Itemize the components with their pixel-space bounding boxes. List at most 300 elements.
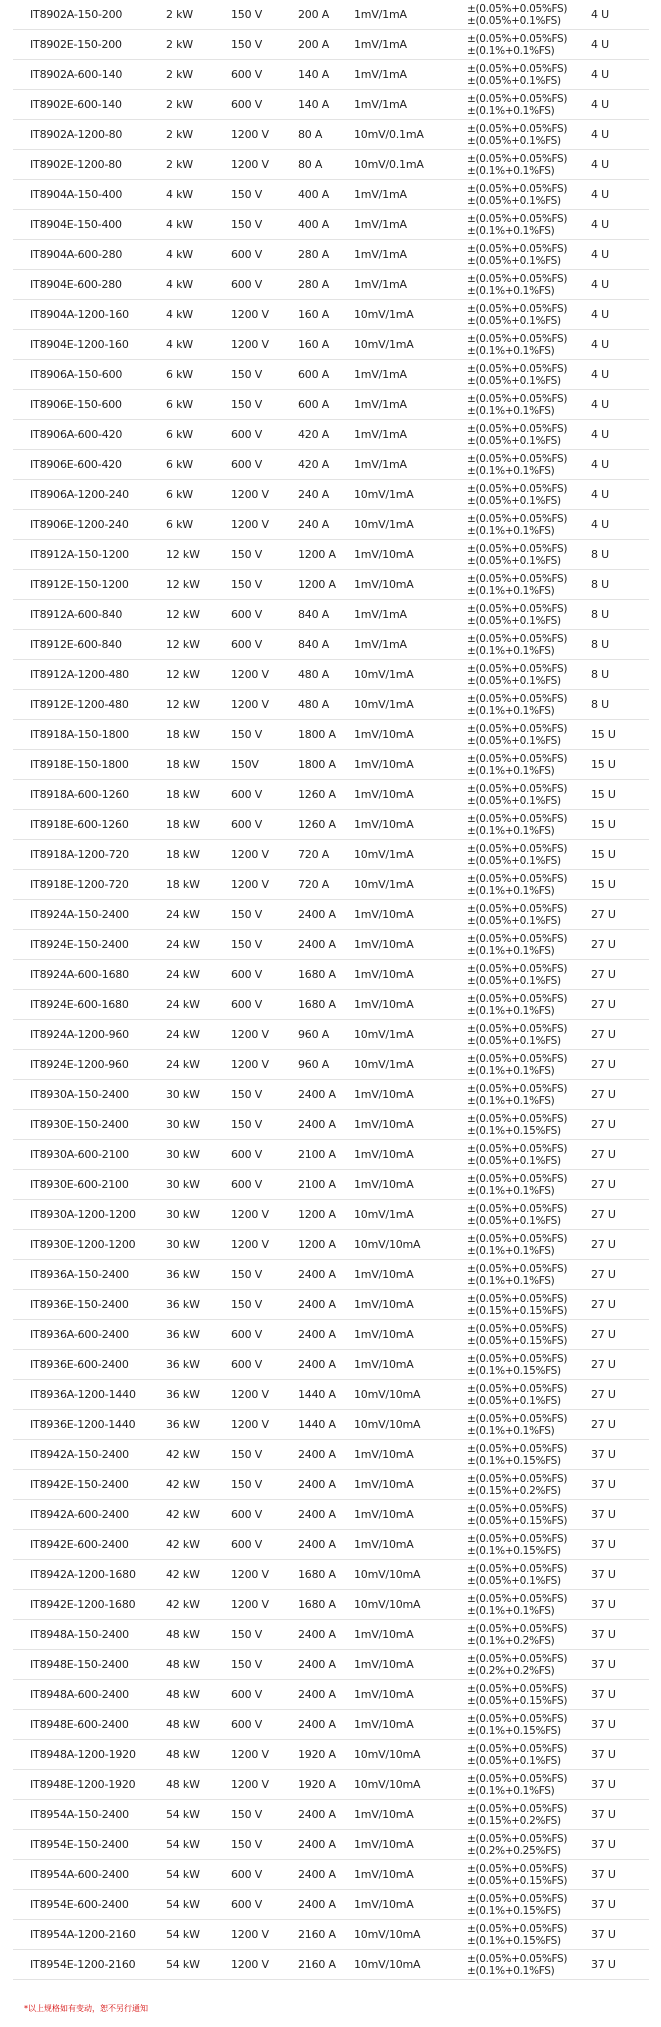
table-row <box>13 600 649 630</box>
model-cell: IT8918A-1200-720 <box>30 848 129 861</box>
current-cell: 1200 A <box>298 548 336 561</box>
voltage-cell: 150 V <box>231 548 263 561</box>
power-cell: 6 kW <box>166 398 193 411</box>
accuracy-line-2: ±(0.1%+0.1%FS) <box>467 945 555 957</box>
resolution-cell: 1mV/10mA <box>354 1178 414 1191</box>
resolution-cell: 10mV/0.1mA <box>354 128 424 141</box>
size-cell: 27 U <box>591 1418 616 1431</box>
accuracy-line-2: ±(0.1%+0.1%FS) <box>467 465 555 477</box>
accuracy-cell <box>467 243 567 272</box>
accuracy-line-1: ±(0.05%+0.05%FS) <box>467 303 568 315</box>
model-cell: IT8902A-150-200 <box>30 8 123 21</box>
table-row <box>13 390 649 420</box>
accuracy-line-2: ±(0.05%+0.1%FS) <box>467 735 561 747</box>
accuracy-cell <box>467 1593 567 1622</box>
size-cell: 37 U <box>591 1928 616 1941</box>
accuracy-line-2: ±(0.1%+0.1%FS) <box>467 225 555 237</box>
power-cell: 18 kW <box>166 728 200 741</box>
voltage-cell: 600 V <box>231 458 263 471</box>
model-cell: IT8906E-150-600 <box>30 398 122 411</box>
current-cell: 2400 A <box>298 1088 336 1101</box>
table-row <box>13 1410 649 1440</box>
table-row <box>13 1260 649 1290</box>
accuracy-line-2: ±(0.05%+0.1%FS) <box>467 855 561 867</box>
accuracy-line-2: ±(0.1%+0.1%FS) <box>467 1245 555 1257</box>
accuracy-line-1: ±(0.05%+0.05%FS) <box>467 903 568 915</box>
size-cell: 4 U <box>591 128 609 141</box>
size-cell: 27 U <box>591 1058 616 1071</box>
size-cell: 37 U <box>591 1778 616 1791</box>
accuracy-cell <box>467 1023 567 1052</box>
table-row <box>13 1350 649 1380</box>
accuracy-line-1: ±(0.05%+0.05%FS) <box>467 1443 568 1455</box>
voltage-cell: 600 V <box>231 1148 263 1161</box>
accuracy-line-1: ±(0.05%+0.05%FS) <box>467 1203 568 1215</box>
resolution-cell: 10mV/1mA <box>354 488 414 501</box>
resolution-cell: 1mV/10mA <box>354 728 414 741</box>
accuracy-line-2: ±(0.1%+0.1%FS) <box>467 885 555 897</box>
voltage-cell: 1200 V <box>231 1388 269 1401</box>
power-cell: 12 kW <box>166 698 200 711</box>
table-row <box>13 1620 649 1650</box>
size-cell: 37 U <box>591 1658 616 1671</box>
accuracy-line-1: ±(0.05%+0.05%FS) <box>467 1563 568 1575</box>
accuracy-line-2: ±(0.05%+0.15%FS) <box>467 1335 568 1347</box>
size-cell: 37 U <box>591 1628 616 1641</box>
accuracy-line-1: ±(0.05%+0.05%FS) <box>467 693 568 705</box>
size-cell: 37 U <box>591 1568 616 1581</box>
table-row <box>13 180 649 210</box>
power-cell: 12 kW <box>166 608 200 621</box>
accuracy-cell <box>467 1053 567 1082</box>
accuracy-line-2: ±(0.1%+0.15%FS) <box>467 1125 561 1137</box>
table-row <box>13 1740 649 1770</box>
current-cell: 420 A <box>298 458 330 471</box>
power-cell: 30 kW <box>166 1208 200 1221</box>
voltage-cell: 150 V <box>231 1628 263 1641</box>
size-cell: 4 U <box>591 518 609 531</box>
accuracy-line-2: ±(0.1%+0.1%FS) <box>467 1065 555 1077</box>
table-row <box>13 510 649 540</box>
accuracy-line-1: ±(0.05%+0.05%FS) <box>467 1923 568 1935</box>
size-cell: 37 U <box>591 1748 616 1761</box>
table-row <box>13 930 649 960</box>
resolution-cell: 1mV/10mA <box>354 1118 414 1131</box>
accuracy-cell <box>467 873 567 902</box>
current-cell: 80 A <box>298 128 323 141</box>
accuracy-line-2: ±(0.1%+0.1%FS) <box>467 285 555 297</box>
power-cell: 30 kW <box>166 1238 200 1251</box>
model-cell: IT8904A-150-400 <box>30 188 123 201</box>
accuracy-line-2: ±(0.1%+0.1%FS) <box>467 1425 555 1437</box>
accuracy-cell <box>467 1563 567 1592</box>
table-row <box>13 450 649 480</box>
table-row <box>13 1140 649 1170</box>
voltage-cell: 600 V <box>231 1508 263 1521</box>
size-cell: 27 U <box>591 1298 616 1311</box>
accuracy-line-1: ±(0.05%+0.05%FS) <box>467 573 568 585</box>
current-cell: 400 A <box>298 188 330 201</box>
resolution-cell: 1mV/1mA <box>354 8 407 21</box>
accuracy-line-2: ±(0.05%+0.1%FS) <box>467 135 561 147</box>
power-cell: 48 kW <box>166 1628 200 1641</box>
power-cell: 30 kW <box>166 1118 200 1131</box>
voltage-cell: 1200 V <box>231 878 269 891</box>
current-cell: 2400 A <box>298 1868 336 1881</box>
resolution-cell: 1mV/10mA <box>354 788 414 801</box>
model-cell: IT8902E-150-200 <box>30 38 122 51</box>
resolution-cell: 1mV/10mA <box>354 1088 414 1101</box>
accuracy-line-2: ±(0.05%+0.1%FS) <box>467 915 561 927</box>
resolution-cell: 10mV/10mA <box>354 1388 421 1401</box>
current-cell: 2400 A <box>298 1808 336 1821</box>
voltage-cell: 150 V <box>231 1088 263 1101</box>
accuracy-line-1: ±(0.05%+0.05%FS) <box>467 1833 568 1845</box>
voltage-cell: 600 V <box>231 1718 263 1731</box>
current-cell: 720 A <box>298 848 330 861</box>
voltage-cell: 1200 V <box>231 1928 269 1941</box>
accuracy-cell <box>467 63 567 92</box>
current-cell: 160 A <box>298 308 330 321</box>
accuracy-line-2: ±(0.1%+0.1%FS) <box>467 105 555 117</box>
size-cell: 4 U <box>591 68 609 81</box>
voltage-cell: 600 V <box>231 638 263 651</box>
table-row <box>13 300 649 330</box>
current-cell: 1200 A <box>298 1238 336 1251</box>
resolution-cell: 1mV/10mA <box>354 1268 414 1281</box>
size-cell: 4 U <box>591 308 609 321</box>
table-row <box>13 1230 649 1260</box>
table-row <box>13 540 649 570</box>
resolution-cell: 10mV/1mA <box>354 668 414 681</box>
voltage-cell: 600 V <box>231 1538 263 1551</box>
accuracy-line-1: ±(0.05%+0.05%FS) <box>467 783 568 795</box>
current-cell: 2400 A <box>298 1898 336 1911</box>
model-cell: IT8904A-1200-160 <box>30 308 129 321</box>
accuracy-line-2: ±(0.1%+0.1%FS) <box>467 1785 555 1797</box>
resolution-cell: 1mV/1mA <box>354 638 407 651</box>
power-cell: 6 kW <box>166 368 193 381</box>
table-row <box>13 960 649 990</box>
model-cell: IT8930A-600-2100 <box>30 1148 129 1161</box>
voltage-cell: 600 V <box>231 968 263 981</box>
resolution-cell: 1mV/1mA <box>354 188 407 201</box>
power-cell: 42 kW <box>166 1448 200 1461</box>
accuracy-line-1: ±(0.05%+0.05%FS) <box>467 363 568 375</box>
size-cell: 15 U <box>591 848 616 861</box>
current-cell: 2400 A <box>298 1118 336 1131</box>
size-cell: 4 U <box>591 278 609 291</box>
accuracy-line-2: ±(0.05%+0.1%FS) <box>467 1035 561 1047</box>
power-cell: 18 kW <box>166 788 200 801</box>
resolution-cell: 1mV/1mA <box>354 458 407 471</box>
current-cell: 280 A <box>298 278 330 291</box>
power-cell: 42 kW <box>166 1598 200 1611</box>
voltage-cell: 600 V <box>231 68 263 81</box>
resolution-cell: 1mV/10mA <box>354 1658 414 1671</box>
table-row <box>13 90 649 120</box>
accuracy-line-2: ±(0.1%+0.1%FS) <box>467 1965 555 1977</box>
accuracy-cell <box>467 333 567 362</box>
accuracy-cell <box>467 1083 567 1112</box>
accuracy-line-2: ±(0.05%+0.1%FS) <box>467 15 561 27</box>
size-cell: 37 U <box>591 1958 616 1971</box>
current-cell: 200 A <box>298 8 330 21</box>
resolution-cell: 1mV/10mA <box>354 818 414 831</box>
resolution-cell: 1mV/10mA <box>354 908 414 921</box>
resolution-cell: 10mV/10mA <box>354 1748 421 1761</box>
size-cell: 37 U <box>591 1538 616 1551</box>
power-cell: 24 kW <box>166 908 200 921</box>
table-row <box>13 1290 649 1320</box>
accuracy-cell <box>467 573 567 602</box>
resolution-cell: 1mV/1mA <box>354 368 407 381</box>
table-row <box>13 1680 649 1710</box>
table-row <box>13 1770 649 1800</box>
size-cell: 37 U <box>591 1688 616 1701</box>
power-cell: 42 kW <box>166 1538 200 1551</box>
table-row <box>13 1500 649 1530</box>
resolution-cell: 10mV/10mA <box>354 1598 421 1611</box>
accuracy-line-1: ±(0.05%+0.05%FS) <box>467 1173 568 1185</box>
size-cell: 8 U <box>591 608 609 621</box>
power-cell: 6 kW <box>166 428 193 441</box>
model-cell: IT8948E-150-2400 <box>30 1658 129 1671</box>
accuracy-line-2: ±(0.05%+0.15%FS) <box>467 1515 568 1527</box>
size-cell: 27 U <box>591 1208 616 1221</box>
current-cell: 1680 A <box>298 1568 336 1581</box>
accuracy-line-2: ±(0.05%+0.1%FS) <box>467 195 561 207</box>
accuracy-line-2: ±(0.1%+0.1%FS) <box>467 585 555 597</box>
table-row <box>13 60 649 90</box>
power-cell: 4 kW <box>166 248 193 261</box>
accuracy-line-1: ±(0.05%+0.05%FS) <box>467 753 568 765</box>
resolution-cell: 1mV/1mA <box>354 608 407 621</box>
voltage-cell: 150 V <box>231 188 263 201</box>
power-cell: 2 kW <box>166 158 193 171</box>
accuracy-line-1: ±(0.05%+0.05%FS) <box>467 183 568 195</box>
accuracy-line-1: ±(0.05%+0.05%FS) <box>467 1293 568 1305</box>
model-cell: IT8918A-600-1260 <box>30 788 129 801</box>
model-cell: IT8912E-600-840 <box>30 638 122 651</box>
power-cell: 12 kW <box>166 578 200 591</box>
accuracy-cell <box>467 1353 567 1382</box>
voltage-cell: 150 V <box>231 1268 263 1281</box>
model-cell: IT8954E-1200-2160 <box>30 1958 136 1971</box>
accuracy-line-2: ±(0.1%+0.1%FS) <box>467 405 555 417</box>
size-cell: 27 U <box>591 938 616 951</box>
power-cell: 2 kW <box>166 128 193 141</box>
size-cell: 27 U <box>591 1268 616 1281</box>
accuracy-cell <box>467 453 567 482</box>
power-cell: 30 kW <box>166 1148 200 1161</box>
voltage-cell: 150 V <box>231 908 263 921</box>
voltage-cell: 1200 V <box>231 1568 269 1581</box>
accuracy-cell <box>467 1233 567 1262</box>
resolution-cell: 1mV/1mA <box>354 38 407 51</box>
resolution-cell: 10mV/1mA <box>354 1208 414 1221</box>
model-cell: IT8954A-150-2400 <box>30 1808 129 1821</box>
current-cell: 400 A <box>298 218 330 231</box>
accuracy-line-2: ±(0.15%+0.15%FS) <box>467 1305 568 1317</box>
table-row <box>13 1320 649 1350</box>
accuracy-cell <box>467 1503 567 1532</box>
voltage-cell: 600 V <box>231 1328 263 1341</box>
table-row <box>13 1650 649 1680</box>
current-cell: 2400 A <box>298 908 336 921</box>
accuracy-line-1: ±(0.05%+0.05%FS) <box>467 1083 568 1095</box>
power-cell: 4 kW <box>166 188 193 201</box>
model-cell: IT8942E-1200-1680 <box>30 1598 136 1611</box>
voltage-cell: 150 V <box>231 1808 263 1821</box>
size-cell: 37 U <box>591 1838 616 1851</box>
accuracy-cell <box>467 393 567 422</box>
table-row <box>13 210 649 240</box>
accuracy-line-1: ±(0.05%+0.05%FS) <box>467 1053 568 1065</box>
model-cell: IT8904E-600-280 <box>30 278 122 291</box>
power-cell: 2 kW <box>166 68 193 81</box>
table-row <box>13 1110 649 1140</box>
model-cell: IT8918E-600-1260 <box>30 818 129 831</box>
size-cell: 4 U <box>591 488 609 501</box>
power-cell: 24 kW <box>166 1058 200 1071</box>
accuracy-cell <box>467 513 567 542</box>
model-cell: IT8948A-1200-1920 <box>30 1748 136 1761</box>
current-cell: 1200 A <box>298 1208 336 1221</box>
model-cell: IT8942E-600-2400 <box>30 1538 129 1551</box>
accuracy-line-2: ±(0.15%+0.2%FS) <box>467 1485 561 1497</box>
power-cell: 42 kW <box>166 1568 200 1581</box>
resolution-cell: 10mV/0.1mA <box>354 158 424 171</box>
accuracy-line-1: ±(0.05%+0.05%FS) <box>467 1803 568 1815</box>
current-cell: 200 A <box>298 38 330 51</box>
model-cell: IT8924E-150-2400 <box>30 938 129 951</box>
current-cell: 2400 A <box>298 1448 336 1461</box>
size-cell: 4 U <box>591 158 609 171</box>
resolution-cell: 10mV/10mA <box>354 1568 421 1581</box>
accuracy-line-1: ±(0.05%+0.05%FS) <box>467 1473 568 1485</box>
accuracy-line-2: ±(0.1%+0.1%FS) <box>467 45 555 57</box>
accuracy-line-2: ±(0.1%+0.1%FS) <box>467 1275 555 1287</box>
current-cell: 2400 A <box>298 1268 336 1281</box>
accuracy-line-1: ±(0.05%+0.05%FS) <box>467 663 568 675</box>
current-cell: 1800 A <box>298 728 336 741</box>
power-cell: 2 kW <box>166 8 193 21</box>
size-cell: 27 U <box>591 1088 616 1101</box>
accuracy-cell <box>467 813 567 842</box>
voltage-cell: 1200 V <box>231 1208 269 1221</box>
accuracy-cell <box>467 483 567 512</box>
table-row <box>13 1920 649 1950</box>
current-cell: 2100 A <box>298 1148 336 1161</box>
table-row <box>13 240 649 270</box>
power-cell: 18 kW <box>166 848 200 861</box>
accuracy-cell <box>467 1173 567 1202</box>
power-cell: 6 kW <box>166 458 193 471</box>
power-cell: 18 kW <box>166 758 200 771</box>
current-cell: 2400 A <box>298 1538 336 1551</box>
power-cell: 24 kW <box>166 938 200 951</box>
current-cell: 2400 A <box>298 1298 336 1311</box>
model-cell: IT8948E-600-2400 <box>30 1718 129 1731</box>
current-cell: 1920 A <box>298 1748 336 1761</box>
resolution-cell: 1mV/1mA <box>354 398 407 411</box>
power-cell: 54 kW <box>166 1928 200 1941</box>
accuracy-line-1: ±(0.05%+0.05%FS) <box>467 603 568 615</box>
resolution-cell: 1mV/1mA <box>354 68 407 81</box>
model-cell: IT8906A-1200-240 <box>30 488 129 501</box>
current-cell: 480 A <box>298 668 330 681</box>
power-cell: 54 kW <box>166 1838 200 1851</box>
table-row <box>13 1470 649 1500</box>
model-cell: IT8912A-150-1200 <box>30 548 129 561</box>
power-cell: 4 kW <box>166 338 193 351</box>
model-cell: IT8930E-600-2100 <box>30 1178 129 1191</box>
current-cell: 240 A <box>298 488 330 501</box>
table-row <box>13 420 649 450</box>
voltage-cell: 600 V <box>231 1178 263 1191</box>
voltage-cell: 1200 V <box>231 128 269 141</box>
accuracy-cell <box>467 1113 567 1142</box>
accuracy-line-1: ±(0.05%+0.05%FS) <box>467 723 568 735</box>
voltage-cell: 1200 V <box>231 1958 269 1971</box>
resolution-cell: 10mV/1mA <box>354 308 414 321</box>
accuracy-cell <box>467 1203 567 1232</box>
accuracy-line-2: ±(0.05%+0.15%FS) <box>467 1875 568 1887</box>
resolution-cell: 10mV/1mA <box>354 518 414 531</box>
accuracy-line-1: ±(0.05%+0.05%FS) <box>467 843 568 855</box>
current-cell: 2400 A <box>298 1658 336 1671</box>
voltage-cell: 150 V <box>231 8 263 21</box>
model-cell: IT8924E-600-1680 <box>30 998 129 1011</box>
power-cell: 42 kW <box>166 1508 200 1521</box>
voltage-cell: 600 V <box>231 248 263 261</box>
table-row <box>13 720 649 750</box>
resolution-cell: 1mV/10mA <box>354 1688 414 1701</box>
power-cell: 36 kW <box>166 1388 200 1401</box>
voltage-cell: 150 V <box>231 1118 263 1131</box>
voltage-cell: 1200 V <box>231 518 269 531</box>
model-cell: IT8904A-600-280 <box>30 248 123 261</box>
resolution-cell: 10mV/10mA <box>354 1418 421 1431</box>
voltage-cell: 1200 V <box>231 1778 269 1791</box>
model-cell: IT8904E-1200-160 <box>30 338 129 351</box>
accuracy-line-1: ±(0.05%+0.05%FS) <box>467 1113 568 1125</box>
table-row <box>13 780 649 810</box>
size-cell: 27 U <box>591 1388 616 1401</box>
model-cell: IT8918E-150-1800 <box>30 758 129 771</box>
resolution-cell: 1mV/10mA <box>354 1718 414 1731</box>
accuracy-line-2: ±(0.1%+0.2%FS) <box>467 1635 555 1647</box>
accuracy-cell <box>467 723 567 752</box>
accuracy-cell <box>467 1443 567 1472</box>
voltage-cell: 600 V <box>231 98 263 111</box>
accuracy-line-1: ±(0.05%+0.05%FS) <box>467 1023 568 1035</box>
size-cell: 37 U <box>591 1718 616 1731</box>
power-cell: 48 kW <box>166 1778 200 1791</box>
resolution-cell: 10mV/10mA <box>354 1238 421 1251</box>
resolution-cell: 1mV/10mA <box>354 758 414 771</box>
accuracy-cell <box>467 993 567 1022</box>
model-cell: IT8924A-600-1680 <box>30 968 129 981</box>
resolution-cell: 1mV/10mA <box>354 548 414 561</box>
accuracy-cell <box>467 93 567 122</box>
accuracy-line-2: ±(0.1%+0.15%FS) <box>467 1905 561 1917</box>
accuracy-line-2: ±(0.05%+0.1%FS) <box>467 375 561 387</box>
current-cell: 2400 A <box>298 1328 336 1341</box>
table-row <box>13 750 649 780</box>
power-cell: 54 kW <box>166 1868 200 1881</box>
